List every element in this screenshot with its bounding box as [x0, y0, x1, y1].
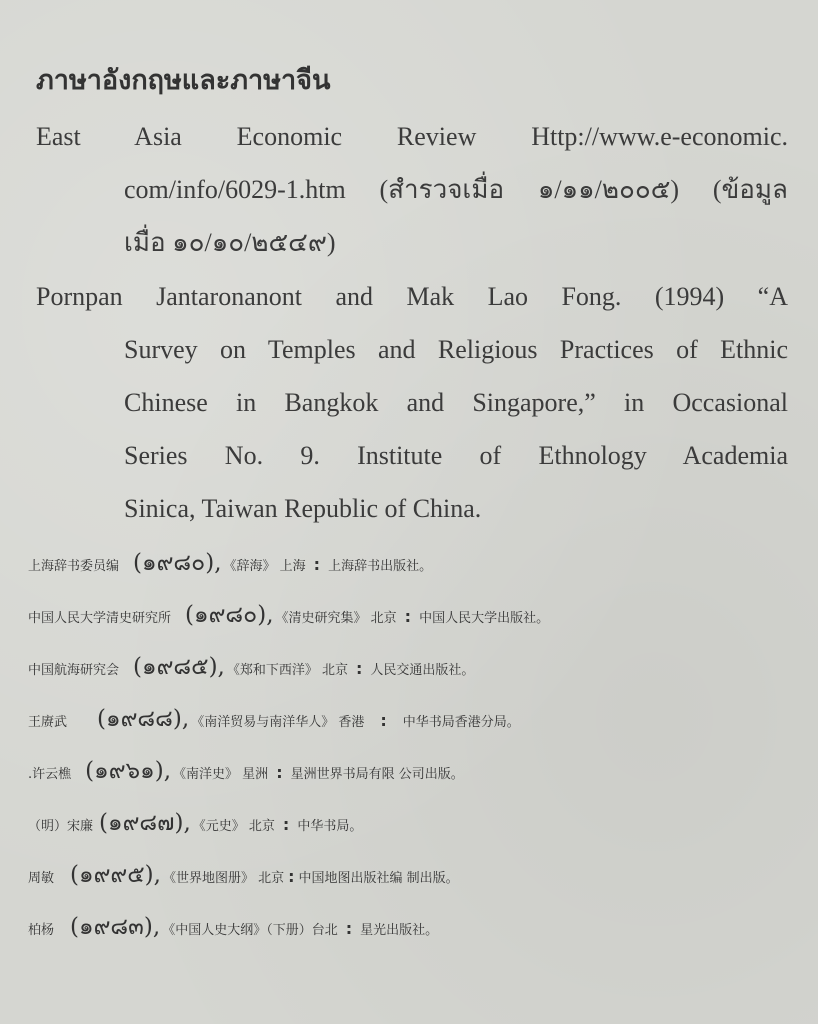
entry-publisher: 人民交通出版社。	[370, 663, 475, 678]
chinese-reference-entry	[28, 701, 520, 747]
entry-separator: :	[276, 763, 283, 782]
reference-line: Survey on Temples and Religious Practices of Ethnic	[124, 335, 788, 364]
entry-author: 上海辞书委员编	[28, 559, 120, 574]
entry-separator: :	[282, 815, 290, 834]
entry-year: (๑๙๘๗),	[99, 810, 191, 836]
section-heading: ภาษาอังกฤษและภาษาจีน	[36, 65, 331, 96]
entry-year: (๑๙๖๑),	[85, 758, 172, 784]
reference-line: เมื่อ ๑๐/๑๐/๒๕๔๙)	[124, 228, 336, 257]
entry-author: 周敏	[28, 871, 55, 886]
entry-separator: :	[345, 919, 353, 938]
entry-year: (๑๙๘๐),	[185, 602, 274, 628]
reference-line: Series No. 9. Institute of Ethnology Academia	[124, 441, 788, 470]
entry-year: (๑๙๘๕),	[133, 654, 225, 680]
reference-line: com/info/6029-1.htm (สำรวจเมื่อ ๑/๑๑/๒๐๐๕) (ข้อมูล	[124, 175, 788, 204]
entry-publisher: 中国地图出版社编 制出版。	[298, 871, 459, 886]
entry-publisher: 星光出版社。	[360, 923, 439, 938]
reference-line: Pornpan Jantaronanont and Mak Lao Fong. (1994) “A	[36, 282, 788, 311]
entry-title: 《郑和下西洋》 北京	[226, 663, 349, 678]
entry-year: (๑๙๘๘),	[97, 706, 190, 732]
entry-title: 《南洋史》 星洲	[173, 767, 269, 782]
chinese-reference-entry	[28, 909, 438, 955]
entry-publisher: 上海辞书出版社。	[328, 559, 433, 574]
chinese-reference-entry	[28, 857, 459, 903]
chinese-reference-entry	[28, 649, 474, 695]
entry-separator: :	[356, 659, 363, 678]
entry-publisher: 星洲世界书局有限 公司出版。	[290, 767, 464, 782]
chinese-reference-entry	[28, 753, 464, 799]
reference-entry-2	[36, 270, 788, 535]
reference-line: East Asia Economic Review Http://www.e-economic.	[36, 122, 788, 151]
entry-title: 《清史研究集》 北京	[275, 611, 397, 626]
chinese-reference-entry	[28, 545, 432, 591]
entry-author: .许云樵	[28, 767, 72, 782]
entry-publisher: 中国人民大学出版社。	[419, 611, 550, 626]
entry-title: 《元史》 北京	[192, 819, 275, 834]
entry-author: 中国航海研究会	[28, 663, 120, 678]
entry-author: 柏杨	[28, 923, 55, 938]
entry-separator: :	[404, 607, 412, 626]
chinese-reference-entry	[28, 597, 549, 643]
reference-entry-1	[36, 110, 788, 269]
entry-author: （明）宋廉	[28, 819, 94, 834]
entry-year: (๑๙๘๐),	[133, 550, 222, 576]
chinese-reference-entry	[28, 805, 362, 851]
entry-year: (๑๙๘๓),	[70, 914, 161, 940]
entry-title: 《中国人史大纲》（下册）台北	[162, 923, 338, 938]
entry-publisher: 中华书局。	[297, 819, 363, 834]
entry-author: 中国人民大学清史研究所	[28, 611, 172, 626]
reference-line: Chinese in Bangkok and Singapore,” in Occasional	[124, 388, 788, 417]
entry-title: 《辞海》 上海	[223, 559, 306, 574]
entry-separator: :	[313, 555, 321, 574]
entry-separator: :	[288, 867, 295, 886]
reference-line: Sinica, Taiwan Republic of China.	[124, 494, 482, 523]
entry-title: 《南洋贸易与南洋华人》 香港	[191, 715, 365, 730]
entry-publisher: 中华书局香港分局。	[402, 715, 520, 730]
entry-title: 《世界地图册》 北京	[162, 871, 285, 886]
entry-year: (๑๙๙๕),	[70, 862, 161, 888]
entry-author: 王赓武	[28, 715, 68, 730]
entry-separator: :	[380, 711, 387, 730]
